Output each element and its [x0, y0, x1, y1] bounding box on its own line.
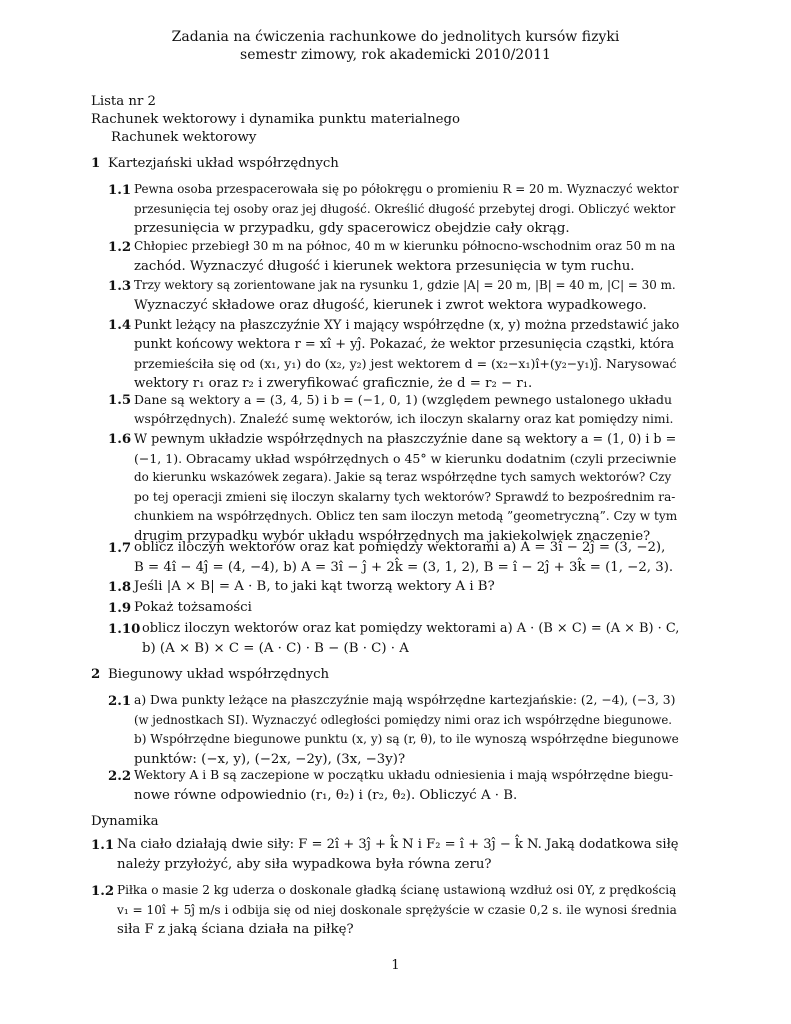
problem-text [134, 180, 679, 239]
problem-number: 2.2 [108, 769, 132, 784]
problem-number: 1.7 [108, 541, 132, 556]
problem-line: współrzędnych). Znaleźć sumę wektorów, ich iloczyn skalarny oraz kat pomiędzy nimi. [134, 411, 674, 426]
problem-number: 1.2 [91, 884, 115, 899]
problem-line: drugim przypadku wybór układu współrzędnych ma jakiekolwiek znaczenie? [134, 528, 651, 544]
problem-line: Pewna osoba przespacerowała się po półokręgu o promieniu R = 20 m. Wyznaczyć wektor [134, 182, 679, 196]
problem-number: 1.1 [91, 838, 115, 853]
problem-number: 1.10 [108, 622, 141, 637]
problem-text [134, 315, 679, 393]
problem-line: oblicz iloczyn wektorów oraz kat pomiędzy wektorami a) A = 3î − 2ĵ = (3, −2), [134, 540, 666, 555]
section-number: 2 [91, 667, 101, 682]
problem-text [134, 598, 679, 618]
problem-line: nowe równe odpowiednio (r₁, θ₂) i (r₂, θ₂). Obliczyć A · B. [134, 787, 518, 803]
section-title: Biegunowy układ współrzędnych [108, 667, 330, 682]
problem-line: Punkt leżący na płaszczyźnie XY i mający współrzędne (x, y) można przedstawić jako [134, 317, 680, 332]
problem-line: Na ciało działają dwie siły: F = 2î + 3ĵ + k̂ N i F₂ = î + 3ĵ − k̂ N. Jaką dodatkowa siłę [117, 837, 679, 852]
problem-line: przesunięcia w przypadku, gdy spacerowicz obejdzie cały okrąg. [134, 221, 570, 236]
problem-text [134, 691, 679, 769]
problem-text [134, 390, 679, 429]
problem-line: siła F z jaką ściana działa na piłkę? [117, 922, 354, 937]
problem-line: b) (A × B) × C = (A · C) · B − (B · C) · A [142, 640, 409, 656]
problem-text [134, 429, 679, 546]
problem-number: 1.8 [108, 580, 132, 595]
problem-number: 1.3 [108, 279, 132, 294]
problem-number: 1.9 [108, 601, 132, 616]
problem-line: po tej operacji zmieni się iloczyn skalarny tych wektorów? Sprawdź to bezpośrednim ra- [134, 489, 676, 504]
problem-line: Jeśli |A × B| = A · B, to jaki kąt tworzą wektory A i B? [134, 579, 495, 594]
problem-line: Wyznaczyć składowe oraz długość, kierunek i zwrot wektora wypadkowego. [134, 297, 647, 313]
problem-line: wektory r₁ oraz r₂ i zweryfikować graficznie, że d = r₂ − r₁. [134, 375, 533, 391]
problem-line: a) Dwa punkty leżące na płaszczyźnie mają współrzędne kartezjańskie: (2, −4), (−3, 3) [134, 693, 676, 707]
problem-line: punktów: (−x, y), (−2x, −2y), (3x, −3y)? [134, 751, 406, 767]
problem-line: W pewnym układzie współrzędnych na płaszczyźnie dane są wektory a = (1, 0) i b = [134, 431, 677, 446]
problem-text [117, 881, 679, 940]
problem-text [134, 766, 679, 805]
problem-number: 1.1 [108, 183, 132, 198]
section-title: Kartezjański układ współrzędnych [108, 156, 339, 171]
problem-line: należy przyłożyć, aby siła wypadkowa była równa zeru? [117, 856, 492, 872]
problem-text [134, 237, 679, 276]
problem-line: v₁ = 10î + 5ĵ m/s i odbija się od niej doskonale sprężyście w czasie 0,2 s. ile wynosi średnia [117, 902, 677, 917]
problem-line: zachód. Wyznaczyć długość i kierunek wektora przesunięcia w tym ruchu. [134, 258, 635, 274]
problem-text [134, 577, 679, 597]
list-subtopic: Rachunek wektorowy [111, 130, 257, 145]
problem-line: Dane są wektory a = (3, 4, 5) i b = (−1, 0, 1) (względem pewnego ustalonego układu [134, 392, 673, 407]
problem-line: Pokaż tożsamości [134, 600, 252, 615]
problem-line: (−1, 1). Obracamy układ współrzędnych o 45° w kierunku dodatnim (czyli przeciwnie [134, 450, 677, 466]
problem-text [134, 276, 679, 315]
list-number: Lista nr 2 [91, 94, 157, 109]
header-line-1: Zadania na ćwiczenia rachunkowe do jednolitych kursów fizyki [171, 29, 620, 45]
problem-line: (w jednostkach SI). Wyznaczyć odległości pomiędzy nimi oraz ich współrzędne biegunowe. [134, 712, 673, 727]
problem-line: Trzy wektory są zorientowane jak na rysunku 1, gdzie |A| = 20 m, |B| = 40 m, |C| = 30 m. [134, 278, 676, 292]
problem-number: 1.4 [108, 318, 132, 333]
problem-number: 2.1 [108, 694, 132, 709]
problem-line: przesunięcia tej osoby oraz jej długość. Określić długość przebytej drogi. Obliczyć wektor [134, 201, 676, 216]
page-number: 1 [391, 958, 400, 973]
problem-line: chunkiem na współrzędnych. Oblicz ten sam iloczyn metodą ”geometryczną”. Czy w tym [134, 509, 678, 523]
problem-line: oblicz iloczyn wektorów oraz kat pomiędzy wektorami a) A · (B × C) = (A × B) · C, [142, 621, 680, 636]
problem-text [142, 619, 679, 658]
problem-line: Piłka o masie 2 kg uderza o doskonale gładką ścianę ustawioną wzdłuż osi 0Y, z prędkością [117, 883, 677, 897]
problem-text [117, 835, 679, 874]
problem-number: 1.2 [108, 240, 132, 255]
header-line-2: semestr zimowy, rok akademicki 2010/2011 [240, 47, 551, 63]
section-title: Dynamika [91, 814, 159, 829]
problem-text [134, 538, 679, 577]
problem-line: do kierunku wskazówek zegara). Jakie są teraz współrzędne tych samych wektorów? Czy [134, 470, 672, 484]
problem-number: 1.6 [108, 432, 132, 447]
problem-line: przemieściła się od (x₁, y₁) do (x₂, y₂) jest wektorem d = (x₂−x₁)î+(y₂−y₁)ĵ. Narysować [134, 356, 677, 371]
problem-line: b) Współrzędne biegunowe punktu (x, y) są (r, θ), to ile wynoszą współrzędne biegunowe [134, 732, 679, 746]
document-header [0, 28, 791, 64]
list-topic: Rachunek wektorowy i dynamika punktu materialnego [91, 112, 461, 127]
section-number: 1 [91, 156, 101, 171]
problem-line: punkt końcowy wektora r = xî + yĵ. Pokazać, że wektor przesunięcia cząstki, która [134, 336, 675, 352]
problem-line: Chłopiec przebiegł 30 m na północ, 40 m w kierunku północno-wschodnim oraz 50 m na [134, 239, 676, 253]
problem-line: B = 4î − 4ĵ = (4, −4), b) A = 3î − ĵ + 2k̂ = (3, 1, 2), B = î − 2ĵ + 3k̂ = (1, −2, 3). [134, 559, 674, 575]
problem-line: Wektory A i B są zaczepione w początku układu odniesienia i mają współrzędne biegu- [134, 768, 673, 782]
problem-number: 1.5 [108, 393, 132, 408]
